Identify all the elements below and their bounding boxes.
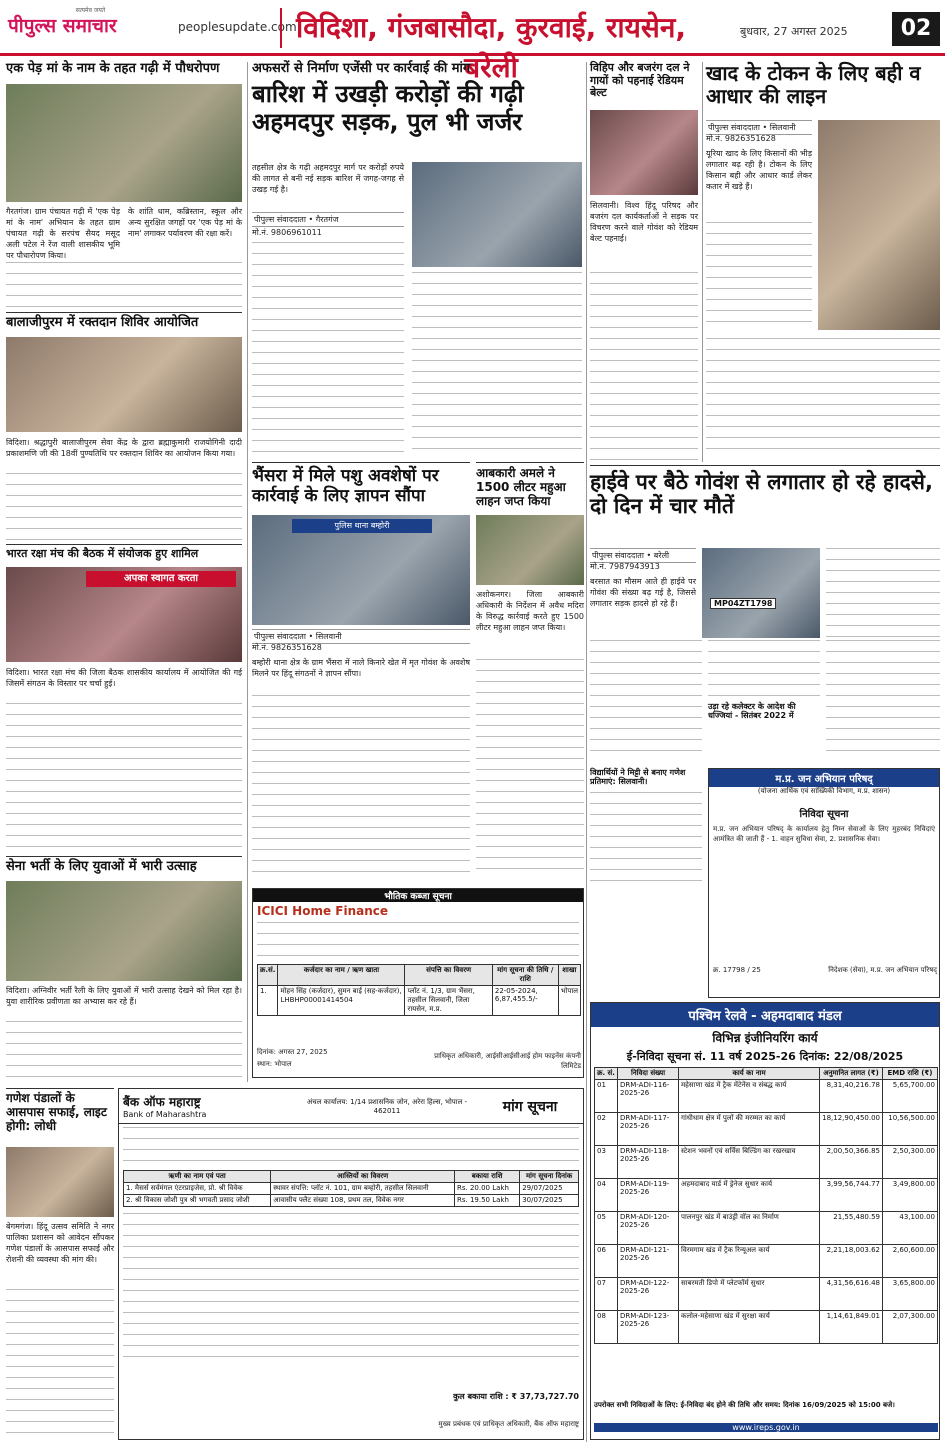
- reporter: पीपुल्स संवाददाता: [254, 632, 306, 641]
- cell: 3,99,56,744.77: [820, 1179, 883, 1212]
- subhead: विद्यार्थियों ने मिट्टी से बनाए गणेश प्रतिमाएं: सिलवानी।: [590, 768, 686, 787]
- cell: DRM-ADI-120-2025-26: [618, 1212, 679, 1245]
- story-highway-cont: [590, 640, 940, 760]
- car-photo: [702, 548, 820, 638]
- cell: 18,12,90,450.00: [820, 1113, 883, 1146]
- cell: 1,14,61,849.01: [820, 1311, 883, 1344]
- text-lines: [6, 1289, 114, 1437]
- story-text: बरसात का मौसम आते ही हाईवे पर गोवंश की संख्या बढ़ गई है, जिससे लगातार सड़क हादसे हो रहे हैं।: [590, 577, 696, 608]
- cell: 1. मैसर्स सर्वमंगल एंटरप्राइजेस, प्रो. श्री विवेक: [124, 1183, 271, 1195]
- text-lines: [590, 640, 702, 752]
- text-lines: [706, 222, 812, 332]
- notice-type: मांग सूचना: [502, 1098, 558, 1115]
- column-rule: [247, 62, 248, 1082]
- cell: अहमदाबाद यार्ड में ड्रेनेज सुधार कार्य: [679, 1179, 820, 1212]
- col-header: क्र. सं.: [595, 1068, 618, 1080]
- cell: साबरमती डिपो में प्लेटफॉर्म सुधार: [679, 1278, 820, 1311]
- col-header: मांग सूचना दिनांक: [520, 1171, 579, 1183]
- photo: [590, 110, 698, 195]
- headline: भारत रक्षा मंच की बैठक में संयोजक हुए शामिल: [6, 547, 199, 560]
- photo: [818, 120, 940, 330]
- cell: 3,49,800.00: [883, 1179, 938, 1212]
- photo: [476, 515, 584, 585]
- story-bharat-raksha: [6, 544, 242, 852]
- place: गैरतगंज: [315, 215, 339, 224]
- byline: पीपुल्स संवाददाता • बरेली: [590, 548, 696, 563]
- notice-title: म.प्र. जन अभियान परिषद्: [709, 769, 939, 787]
- text-lines: [257, 922, 579, 962]
- table-row: [124, 1195, 579, 1207]
- story-army: [6, 856, 242, 1084]
- wr-subtitle: विभिन्न इंजीनियरिंग कार्य: [712, 1031, 818, 1045]
- story-text: विदिशा। अग्निवीर भर्ती रैली के लिए युवाओं में भारी उत्साह देखने को मिल रहा है। युवा शारीरिक प्रवीणता का अभ्यास कर रहे हैं।: [6, 986, 242, 1006]
- headline: एक पेड़ मां के नाम के तहत गढ़ी में पौधरोपण: [6, 61, 220, 76]
- photo: [6, 84, 242, 202]
- edition-cities: विदिशा, गंजबासौदा, कुरवाई, रायसेन, बरेली: [280, 8, 700, 48]
- text-lines: [706, 338, 940, 458]
- cell: स्टेशन भवनों एवं सर्विस बिल्डिंग का रखरखाव: [679, 1146, 820, 1179]
- notice-signature: निदेशक (सेवा), म.प्र. जन अभियान परिषद्: [828, 966, 937, 974]
- story-text: विदिशा। भारत रक्षा मंच की जिला बैठक शासकीय कार्यालय में आयोजित की गई जिसमें संगठन के विस्तार पर चर्चा हुई।: [6, 668, 242, 688]
- story-tree: [6, 62, 242, 312]
- cell: 5,65,700.00: [883, 1080, 938, 1113]
- story-text: के शांति धाम, कब्रिस्तान, स्कूल और अन्य सुरक्षित जगहों पर 'एक पेड़ मां के नाम' लगाकर पर्यावरण की रक्षा करें।: [128, 207, 242, 238]
- photo: [6, 337, 242, 432]
- cell: DRM-ADI-121-2025-26: [618, 1245, 679, 1278]
- col-header: क्र.सं.: [258, 965, 278, 986]
- cell: 29/07/2025: [520, 1183, 579, 1195]
- col-header: मांग सूचना की तिथि / राशि: [492, 965, 558, 986]
- table-row: [595, 1245, 938, 1278]
- page-number: 02: [892, 12, 940, 46]
- wr-table: [594, 1067, 938, 1344]
- byline: पीपुल्स संवाददाता • गैरतगंज: [252, 212, 404, 227]
- cell: 8,31,40,216.78: [820, 1080, 883, 1113]
- cell: 05: [595, 1212, 618, 1245]
- headline: बारिश में उखड़ी करोड़ों की गढ़ी अहमदपुर सड़क, पुल भी जर्जर: [252, 79, 524, 136]
- cell: 08: [595, 1311, 618, 1344]
- cell: 02: [595, 1113, 618, 1146]
- col-header: शाखा: [558, 965, 580, 986]
- photo: [6, 881, 242, 981]
- story-text: बेगमगंज। हिंदू उत्सव समिति ने नगर पालिका प्रशासन को आवेदन सौंपकर गणेश पंडालों के आसपास सफाई और रोशनी की व्यवस्था की मांग की।: [6, 1222, 114, 1264]
- col-header: अनुमानित लागत (₹): [820, 1068, 883, 1080]
- text-lines: [123, 1213, 579, 1363]
- cell: 21,55,480.59: [820, 1212, 883, 1245]
- cell: DRM-ADI-116-2025-26: [618, 1080, 679, 1113]
- story-khad: [706, 62, 940, 462]
- table-row: [595, 1179, 938, 1212]
- col-header: आस्तियों का विवरण: [271, 1171, 455, 1183]
- notice-date: दिनांक: अगस्त 27, 2025: [257, 1048, 328, 1056]
- headline: विहिप और बजरंग दल ने गायों को पहनाई रेडियम बेल्ट: [590, 61, 690, 100]
- cell: गांधीधाम क्षेत्र में पुलों की मरम्मत का कार्य: [679, 1113, 820, 1146]
- cell: 10,56,500.00: [883, 1113, 938, 1146]
- text-lines: [252, 242, 404, 452]
- text-lines: [476, 659, 584, 879]
- story-text: अशोकनगर। जिला आबकारी अधिकारी के निर्देशन में अवैध मदिरा के विरुद्ध कार्रवाई करते हुए 1500 लीटर महुआ लाहन जप्त किया।: [476, 590, 584, 632]
- cell: DRM-ADI-117-2025-26: [618, 1113, 679, 1146]
- cell: कलोल-महेसाणा खंड में सुरक्षा कार्य: [679, 1311, 820, 1344]
- cell: पालनपुर खंड में बाउंड्री वॉल का निर्माण: [679, 1212, 820, 1245]
- cell: 01: [595, 1080, 618, 1113]
- cell: स्थावर संपत्ति: प्लॉट नं. 101, ग्राम बम्होरी, तहसील सिलवानी: [271, 1183, 455, 1195]
- wr-footer: उपरोक्त सभी निविदाओं के लिए: ई-निविदा बंद होने की तिथि और समय: दिनांक 16/09/2025 को 15:00 बजे।: [594, 1401, 895, 1409]
- col-header: संपत्ति का विवरण: [405, 965, 492, 986]
- tender-label: निविदा सूचना: [799, 809, 849, 820]
- table-row: [595, 1080, 938, 1113]
- text-lines: [6, 473, 242, 543]
- cell: 2,50,300.00: [883, 1146, 938, 1179]
- subhead: उड़ा रहे कलेक्टर के आदेश की धज्जियां - सितंबर 2022 में: [708, 702, 796, 721]
- bank-logo: [119, 1091, 297, 1121]
- text-lines: [590, 272, 698, 460]
- headline: भैंसरा में मिले पशु अवशेषों पर कार्रवाई के लिए ज्ञापन सौंपा: [252, 466, 439, 506]
- mp-jan-abhiyan-notice: [708, 768, 940, 998]
- bank-office: अंचल कार्यालय: 1/14 प्रशासनिक जोन, अरेरा हिल्स, भोपाल - 462011: [306, 1097, 468, 1115]
- cell: 2,00,50,366.85: [820, 1146, 883, 1179]
- reporter: पीपुल्स संवाददाता: [592, 551, 644, 560]
- cell: प्लॉट नं. 1/3, ग्राम भैंसरा, तहसील सिलवानी, जिला रायसेन, म.प्र.: [405, 986, 492, 1016]
- cell: 43,100.00: [883, 1212, 938, 1245]
- story-text: यूरिया खाद के लिए किसानों की भीड़ लगातार बढ़ रही है। टोकन के लिए किसान बही और आधार कार्ड लेकर कतार में खड़े हैं।: [706, 149, 812, 191]
- notice-signature: प्राधिकृत अधिकारी, आईसीआईसीआई होम फाइनेंस कंपनी लिमिटेड: [434, 1052, 581, 1070]
- story-ganesh: [6, 1088, 114, 1438]
- photo: [252, 515, 470, 625]
- cell: 2. श्री विकास जोशी पुत्र श्री भगवती प्रसाद जोशी: [124, 1195, 271, 1207]
- icici-table: [257, 964, 581, 1016]
- cell: Rs. 19.50 Lakh: [454, 1195, 519, 1207]
- headline: आबकारी अमले ने 1500 लीटर महुआ लाहन जप्त किया: [476, 466, 566, 508]
- cell: Rs. 20.00 Lakh: [454, 1183, 519, 1195]
- headline: बालाजीपुरम में रक्तदान शिविर आयोजित: [6, 315, 199, 330]
- col-header: निविदा संख्या: [618, 1068, 679, 1080]
- story-blood-camp: [6, 312, 242, 544]
- story-highway: [590, 465, 940, 640]
- issue-date: बुधवार, 27 अगस्त 2025: [740, 25, 848, 38]
- wr-website[interactable]: www.ireps.gov.in: [594, 1423, 938, 1432]
- site-url[interactable]: peoplesupdate.com: [178, 20, 297, 34]
- text-lines: [252, 695, 470, 880]
- road-photo: [412, 162, 582, 267]
- cell: 2,21,18,003.62: [820, 1245, 883, 1278]
- story-idols: [590, 768, 702, 888]
- text-lines: [6, 262, 242, 310]
- police-sign: पुलिस थाना बम्होरी: [292, 519, 432, 533]
- story-abkari: [476, 462, 584, 882]
- table-row: [595, 1212, 938, 1245]
- cell: 04: [595, 1179, 618, 1212]
- bom-notice: [118, 1088, 584, 1440]
- table-row: [595, 1146, 938, 1179]
- text-lines: [6, 1021, 242, 1083]
- cell: 4,31,56,616.48: [820, 1278, 883, 1311]
- table-row: [595, 1311, 938, 1344]
- place: बरेली: [653, 551, 670, 560]
- icici-notice: [252, 888, 584, 1078]
- headline: हाईवे पर बैठे गोवंश से लगातार हो रहे हादसे, दो दिन में चार मौतें: [590, 470, 933, 519]
- text-lines: [6, 703, 242, 853]
- cell: DRM-ADI-122-2025-26: [618, 1278, 679, 1311]
- col-header: ऋणी का नाम एवं पता: [124, 1171, 271, 1183]
- notice-place: स्थान: भोपाल: [257, 1060, 292, 1068]
- cell: आवासीय फ्लैट संख्या 108, प्रथम तल, विवेक नगर: [271, 1195, 455, 1207]
- logo-tagline: सत्यमेव जयते: [75, 7, 106, 14]
- text-lines: [708, 640, 820, 700]
- logo-name: पीपुल्स समाचार: [8, 15, 117, 37]
- story-bhainsa: [252, 462, 470, 882]
- text-lines: [826, 640, 940, 752]
- cell: मोहन सिंह (कर्जदार), सुमन बाई (सह-कर्जदार), LHBHP00001414504: [278, 986, 405, 1016]
- mobile: मो.नं. 9826351628: [252, 643, 322, 652]
- total-amount: ₹ 37,73,727.70: [511, 1392, 579, 1401]
- cell: 1.: [258, 986, 278, 1016]
- byline: पीपुल्स संवाददाता • सिलवानी: [706, 120, 812, 135]
- mobile: मो.नं. 9806961011: [252, 228, 322, 237]
- total-label: कुल बकाया राशि :: [453, 1392, 509, 1401]
- headline: खाद के टोकन के लिए बही व आधार की लाइन: [706, 61, 921, 108]
- total-row: [359, 1391, 579, 1402]
- col-header: कार्य का नाम: [679, 1068, 820, 1080]
- cell: विरमगाम खंड में ट्रैक रिन्यूअल कार्य: [679, 1245, 820, 1278]
- story-text: सिलवानी। विश्व हिंदू परिषद और बजरंग दल कार्यकर्ताओं ने सड़क पर विचरण करने वाले गोवंश को रेडियम बेल्ट पहनाई।: [590, 201, 698, 243]
- bank-name: बैंक ऑफ महाराष्ट्र: [123, 1095, 201, 1109]
- section-label: भौतिक कब्जा सूचना: [253, 889, 583, 902]
- cell: 2,07,300.00: [883, 1311, 938, 1344]
- welcome-banner: अपका स्वागत करता: [86, 571, 236, 587]
- cell: 2,60,600.00: [883, 1245, 938, 1278]
- column-rule: [586, 62, 587, 1442]
- bom-table: [123, 1170, 579, 1207]
- table-row: [595, 1278, 938, 1311]
- wr-tender: [590, 1002, 940, 1440]
- table-row: [595, 1113, 938, 1146]
- wr-title: पश्चिम रेलवे - अहमदाबाद मंडल: [591, 1003, 939, 1027]
- byline: पीपुल्स संवाददाता • सिलवानी: [252, 629, 470, 644]
- cell: भोपाल: [558, 986, 580, 1016]
- story-text: गैरतगंज। ग्राम पंचायत गढ़ी में 'एक पेड़ मां के नाम' अभियान के तहत ग्राम पंचायत गढ़ी के सरपंच सैयद मसूद अली पटेल ने रेंज वाली शासकीय भूमि पर पौधारोपण किया।: [6, 207, 120, 260]
- reporter: पीपुल्स संवाददाता: [708, 123, 760, 132]
- text-lines: [123, 1127, 579, 1167]
- col-header: कर्जदार का नाम / ऋण खाता: [278, 965, 405, 986]
- cell: DRM-ADI-123-2025-26: [618, 1311, 679, 1344]
- headline: सेना भर्ती के लिए युवाओं में भारी उत्साह: [6, 859, 197, 874]
- story-text: बम्होरी थाना क्षेत्र के ग्राम भैंसरा में नाले किनारे खेत में मृत गोवंश के अवशेष मिलने पर हिंदू संगठनों ने ज्ञापन सौंपा।: [252, 658, 470, 678]
- cell: 30/07/2025: [520, 1195, 579, 1207]
- text-lines: [826, 548, 940, 638]
- mobile: मो.नं. 9826351628: [706, 134, 776, 143]
- photo: [6, 1147, 114, 1217]
- reporter: पीपुल्स संवाददाता: [254, 215, 306, 224]
- cell: 3,65,800.00: [883, 1278, 938, 1311]
- col-header: EMD राशि (₹): [883, 1068, 938, 1080]
- notice-text: म.प्र. जन अभियान परिषद् के कार्यालय हेतु निम्न सेवाओं के लिए मुहरबंद निविदाएं आमंत्रित की जाती हैं - 1. वाहन सुविधा सेवा, 2. प्रशासनिक सेवा।: [713, 825, 935, 843]
- story-text: तहसील क्षेत्र के गढ़ी अहमदपुर मार्ग पर करोड़ों रुपये की लागत से बनी नई सड़क बारिश में जगह-जगह से उखड़ गई है।: [252, 163, 404, 194]
- photo: [6, 567, 242, 662]
- cell: 22-05-2024, 6,87,455.5/-: [492, 986, 558, 1016]
- notice-ref: क्र. 17798 / 25: [713, 966, 761, 974]
- cell: DRM-ADI-118-2025-26: [618, 1146, 679, 1179]
- bank-name-en: Bank of Maharashtra: [123, 1110, 207, 1119]
- notice-signature: मुख्य प्रबंधक एवं प्राधिकृत अधिकारी, बैंक ऑफ महाराष्ट्र: [438, 1420, 579, 1428]
- headline: गणेश पंडालों के आसपास सफाई, लाइट होगी: लोधी: [6, 1091, 107, 1133]
- cell: 06: [595, 1245, 618, 1278]
- column-rule: [702, 62, 703, 462]
- cell: 03: [595, 1146, 618, 1179]
- col-header: बकाया राशि: [454, 1171, 519, 1183]
- wr-notice: ई-निविदा सूचना सं. 11 वर्ष 2025-26 दिनांक: 22/08/2025: [626, 1050, 904, 1063]
- mobile: मो.नं. 7987943913: [590, 562, 660, 571]
- kicker: अफसरों से निर्माण एजेंसी पर कार्रवाई की मांग: [252, 61, 471, 76]
- text-lines: [412, 272, 582, 452]
- place: सिलवानी: [315, 632, 342, 641]
- story-vhp: [590, 62, 698, 462]
- table-row: [124, 1183, 579, 1195]
- cell: महेसाणा खंड में ट्रैक मेंटेनेंस व संबद्ध कार्य: [679, 1080, 820, 1113]
- brand-name: ICICI Home Finance: [257, 904, 389, 918]
- logo: [8, 6, 173, 46]
- notice-subtitle: (योजना आर्थिक एवं सांख्यिकी विभाग, म.प्र. शासन): [757, 787, 891, 795]
- cell: DRM-ADI-119-2025-26: [618, 1179, 679, 1212]
- story-text: विदिशा। श्रद्धापुरी बालाजीपुरम सेवा केंद्र के द्वारा ब्रह्माकुमारी राजयोगिनी दादी प्रकाशमणि जी की 18वीं पुण्यतिथि पर रक्तदान शिविर का आयोजन किया गया।: [6, 438, 242, 458]
- number-plate: MP04ZT1798: [710, 598, 776, 609]
- table-row: [258, 986, 581, 1016]
- text-lines: [590, 792, 702, 884]
- cell: 07: [595, 1278, 618, 1311]
- place: सिलवानी: [769, 123, 796, 132]
